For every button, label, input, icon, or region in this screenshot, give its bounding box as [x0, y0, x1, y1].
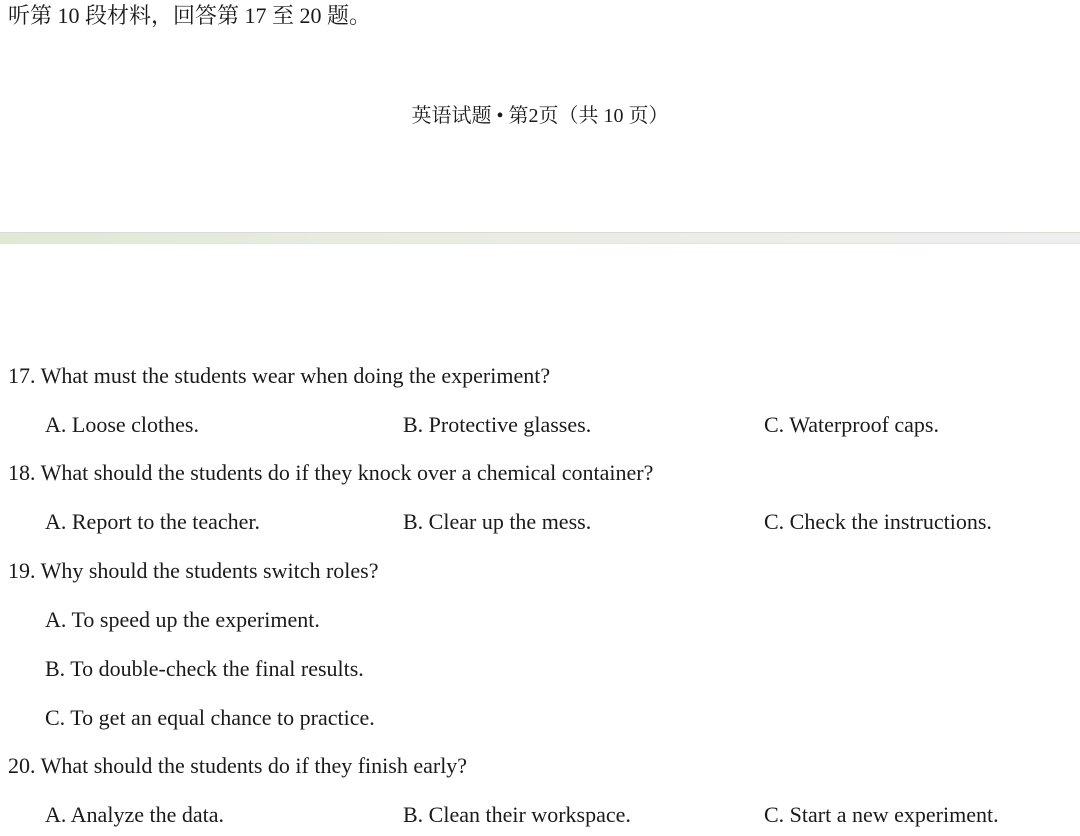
- question-18-option-b: B. Clear up the mess.: [403, 509, 592, 534]
- question-17-option-c: C. Waterproof caps.: [764, 412, 939, 437]
- question-19-stem: 19. Why should the students switch roles?: [8, 558, 379, 583]
- question-19-option-a: A. To speed up the experiment.: [45, 607, 320, 632]
- question-20-option-b: B. Clean their workspace.: [403, 802, 631, 827]
- page-separator: [0, 232, 1080, 244]
- question-19-option-c: C. To get an equal chance to practice.: [45, 705, 375, 730]
- question-18-stem: 18. What should the students do if they knock over a chemical container?: [8, 460, 654, 485]
- page-content: [0, 244, 1080, 836]
- section-instruction: 听第 10 段材料，回答第 17 至 20 题。: [8, 3, 372, 28]
- question-17-option-a: A. Loose clothes.: [45, 412, 199, 437]
- question-18-option-c: C. Check the instructions.: [764, 509, 992, 534]
- question-20-option-a: A. Analyze the data.: [45, 802, 224, 827]
- question-19-option-b: B. To double-check the final results.: [45, 656, 364, 681]
- question-20-option-c: C. Start a new experiment.: [764, 802, 999, 827]
- previous-page-bottom: [0, 0, 1080, 232]
- page-footer: 英语试题 • 第2页（共 10 页）: [411, 105, 669, 127]
- question-17-option-b: B. Protective glasses.: [403, 412, 592, 437]
- question-18-option-a: A. Report to the teacher.: [45, 509, 261, 534]
- question-20-stem: 20. What should the students do if they finish early?: [8, 753, 468, 778]
- question-17-stem: 17. What must the students wear when doing the experiment?: [8, 363, 551, 388]
